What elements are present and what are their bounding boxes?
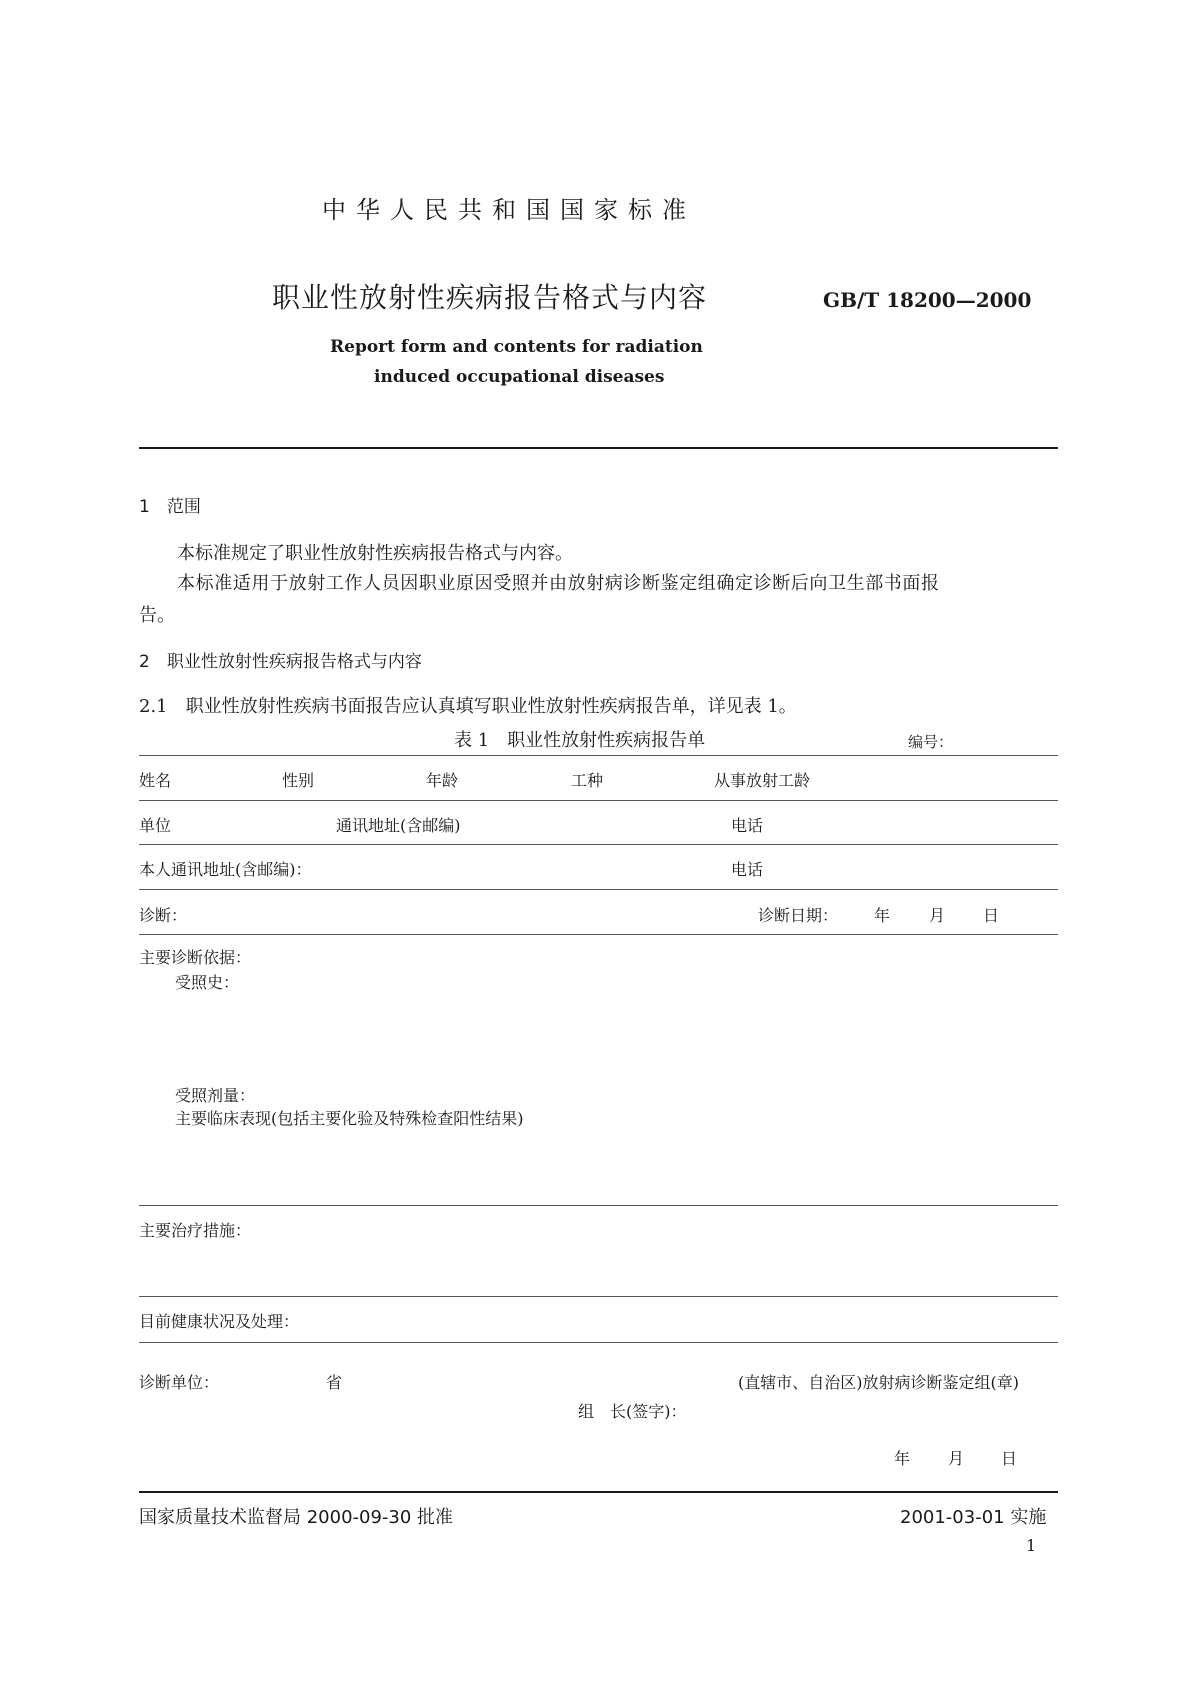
table-line-basis — [139, 1205, 1058, 1206]
exposure-history-label: 受照史： — [175, 973, 240, 992]
table-line-health — [139, 1342, 1058, 1343]
standard-number: GB/T 18200—2000 — [823, 288, 1032, 312]
section-1-heading: 1 范围 — [139, 497, 201, 517]
unit-phone-label: 电话 — [731, 816, 764, 835]
table-number-label: 编号： — [908, 733, 954, 751]
page-number: 1 — [1026, 1536, 1037, 1555]
diagnosis-unit-label: 诊断单位： — [139, 1373, 220, 1392]
personal-address-label: 本人通讯地址(含邮编)： — [139, 860, 312, 879]
table-line-row-3 — [139, 889, 1058, 890]
section-2-heading: 2 职业性放射性疾病报告格式与内容 — [139, 652, 422, 672]
diagnosis-label: 诊断： — [139, 906, 188, 925]
table-line-row-4 — [139, 934, 1058, 935]
table-line-row-1 — [139, 800, 1058, 801]
treatment-label: 主要治疗措施： — [139, 1221, 252, 1240]
diagnosis-basis-label: 主要诊断依据： — [139, 948, 252, 967]
national-standard-heading: 中华人民共和国国家标准 — [322, 196, 696, 224]
document-title: 职业性放射性疾病报告格式与内容 — [272, 281, 708, 314]
radiation-work-years-label: 从事放射工龄 — [714, 771, 811, 790]
signature-year-label: 年 — [894, 1449, 911, 1468]
signature-month-label: 月 — [948, 1449, 965, 1468]
header-rule — [139, 447, 1058, 449]
diagnosis-day-label: 日 — [983, 906, 1000, 925]
health-status-label: 目前健康状况及处理： — [139, 1312, 300, 1331]
clause-2-1: 2.1 职业性放射性疾病书面报告应认真填写职业性放射性疾病报告单，详见表 1。 — [139, 696, 797, 717]
table-line-row-2 — [139, 844, 1058, 845]
effective-date-line: 2001-03-01 实施 — [900, 1507, 1047, 1528]
group-leader-signature-label: 组 长(签字)： — [578, 1402, 687, 1421]
clinical-findings-label: 主要临床表现(包括主要化验及特殊检查阳性结果) — [175, 1109, 524, 1128]
diagnosis-month-label: 月 — [929, 906, 946, 925]
table-caption: 表 1 职业性放射性疾病报告单 — [454, 730, 706, 751]
exposure-dose-label: 受照剂量： — [175, 1086, 256, 1105]
unit-address-label: 通讯地址(含邮编) — [336, 816, 461, 835]
english-title-line-2: induced occupational diseases — [374, 367, 665, 387]
diagnosis-year-label: 年 — [874, 906, 891, 925]
section-1-paragraph-1: 本标准规定了职业性放射性疾病报告格式与内容。 — [177, 543, 573, 564]
section-1-paragraph-2-line-2: 告。 — [139, 605, 175, 626]
english-title-line-1: Report form and contents for radiation — [330, 337, 703, 357]
approval-line: 国家质量技术监督局 2000-09-30 批准 — [139, 1507, 454, 1528]
sex-label: 性别 — [282, 771, 315, 790]
diagnosis-date-label: 诊断日期： — [758, 906, 839, 925]
name-label: 姓名 — [139, 771, 172, 790]
signature-day-label: 日 — [1001, 1449, 1018, 1468]
footer-rule — [139, 1491, 1058, 1493]
diagnosis-group-seal-label: (直辖市、自治区)放射病诊断鉴定组(章) — [738, 1373, 1019, 1392]
table-line-top — [139, 755, 1058, 756]
table-line-treatment — [139, 1296, 1058, 1297]
job-type-label: 工种 — [571, 771, 604, 790]
age-label: 年龄 — [426, 771, 459, 790]
province-label: 省 — [326, 1373, 343, 1392]
personal-phone-label: 电话 — [731, 860, 764, 879]
section-1-paragraph-2-line-1: 本标准适用于放射工作人员因职业原因受照并由放射病诊断鉴定组确定诊断后向卫生部书面报 — [177, 573, 940, 594]
unit-label: 单位 — [139, 816, 172, 835]
